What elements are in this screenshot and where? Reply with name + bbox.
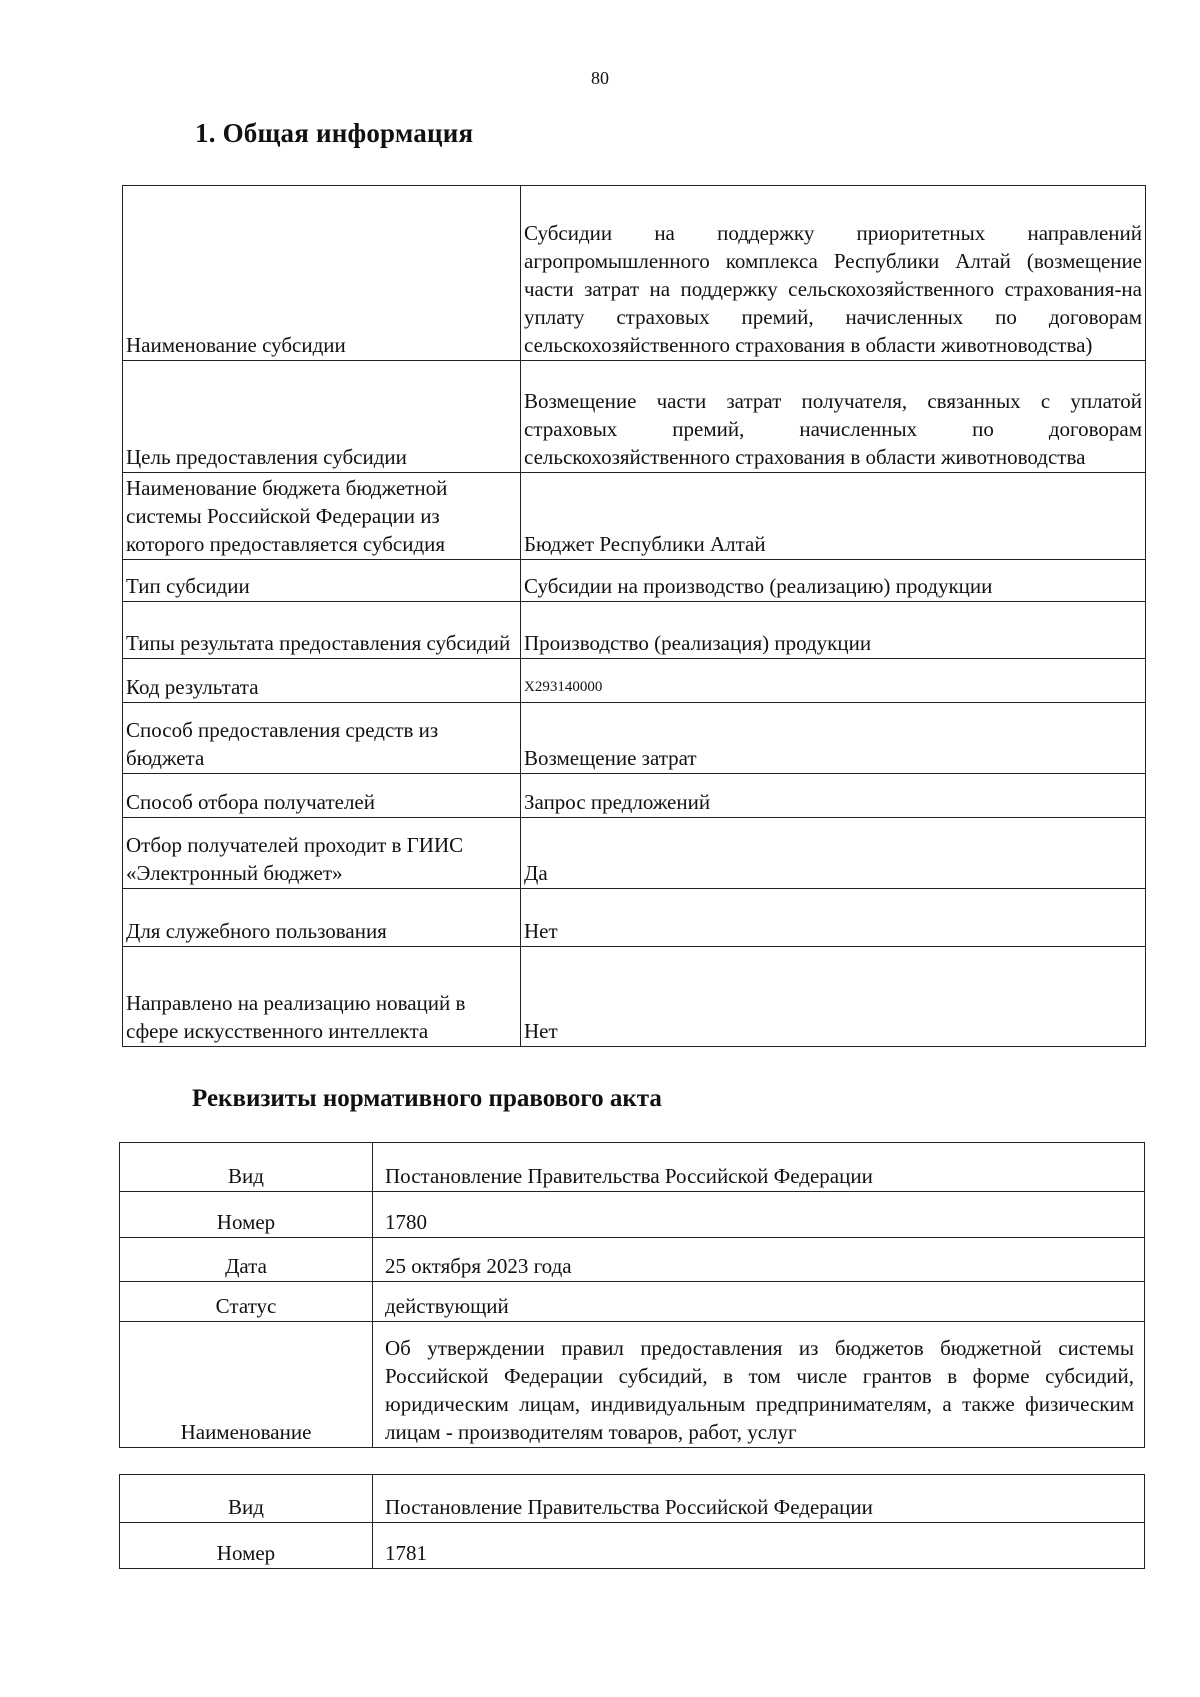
row-value: Х293140000 — [521, 659, 1146, 703]
table-row — [123, 947, 1146, 1047]
row-label: Направлено на реализацию новаций в сфере искусственного интеллекта — [123, 947, 521, 1047]
table-row — [123, 818, 1146, 889]
row-value: Субсидии на производство (реализацию) продукции — [521, 560, 1146, 602]
row-value: действующий — [373, 1282, 1145, 1322]
row-label: Номер — [120, 1192, 373, 1238]
row-value: Об утверждении правил предоставления из бюджетов бюджетной системы Российской Федерации субсидий, в том числе грантов в форме субсидий, юридическим лицам, индивидуальным предпринимателям, а также физическим лицам - производителям товаров, работ, услуг — [373, 1322, 1145, 1448]
row-label: Тип субсидии — [123, 560, 521, 602]
row-value: Субсидии на поддержку приоритетных направлений агропромышленного комплекса Республики Алтай (возмещение части затрат на поддержку сельскохозяйственного страхования-на уплату страховых премий, начисленных по договорам сельскохозяйственного страхования в области животноводства) — [521, 186, 1146, 361]
row-value: Да — [521, 818, 1146, 889]
row-label: Способ предоставления средств из бюджета — [123, 703, 521, 774]
table-row — [120, 1238, 1145, 1282]
table-row — [120, 1475, 1145, 1523]
row-value: 25 октября 2023 года — [373, 1238, 1145, 1282]
row-label: Наименование — [120, 1322, 373, 1448]
row-label: Дата — [120, 1238, 373, 1282]
row-label: Цель предоставления субсидии — [123, 361, 521, 473]
table-row — [123, 602, 1146, 659]
table-row — [123, 703, 1146, 774]
table-row — [123, 659, 1146, 703]
row-label: Типы результата предоставления субсидий — [123, 602, 521, 659]
row-label: Код результата — [123, 659, 521, 703]
row-value: Нет — [521, 947, 1146, 1047]
row-value: Производство (реализация) продукции — [521, 602, 1146, 659]
table-row — [120, 1143, 1145, 1192]
row-label: Номер — [120, 1523, 373, 1569]
row-value: Нет — [521, 889, 1146, 947]
row-label: Вид — [120, 1475, 373, 1523]
row-label: Отбор получателей проходит в ГИИС «Электронный бюджет» — [123, 818, 521, 889]
row-value: 1781 — [373, 1523, 1145, 1569]
table-row — [123, 473, 1146, 560]
general-info-table — [122, 185, 1146, 1047]
table-row — [120, 1192, 1145, 1238]
row-label: Наименование бюджета бюджетной системы Российской Федерации из которого предоставляется субсидия — [123, 473, 521, 560]
row-value: Постановление Правительства Российской Федерации — [373, 1475, 1145, 1523]
table-row — [120, 1322, 1145, 1448]
table-row — [123, 560, 1146, 602]
table-row — [120, 1282, 1145, 1322]
row-value: 1780 — [373, 1192, 1145, 1238]
table-row — [123, 361, 1146, 473]
row-label: Способ отбора получателей — [123, 774, 521, 818]
row-label: Статус — [120, 1282, 373, 1322]
row-label: Наименование субсидии — [123, 186, 521, 361]
row-value: Возмещение затрат — [521, 703, 1146, 774]
row-value: Запрос предложений — [521, 774, 1146, 818]
row-label: Вид — [120, 1143, 373, 1192]
legal-act-table — [119, 1474, 1145, 1569]
row-value: Возмещение части затрат получателя, связанных с уплатой страховых премий, начисленных по договорам сельскохозяйственного страхования в области животноводства — [521, 361, 1146, 473]
table-row — [120, 1523, 1145, 1569]
row-label: Для служебного пользования — [123, 889, 521, 947]
table-row — [123, 889, 1146, 947]
section-title: 1. Общая информация — [195, 118, 474, 148]
legal-act-table — [119, 1142, 1145, 1448]
acts-section-title: Реквизиты нормативного правового акта — [192, 1085, 662, 1112]
page-number: 80 — [591, 68, 609, 88]
table-row — [123, 774, 1146, 818]
row-value: Постановление Правительства Российской Федерации — [373, 1143, 1145, 1192]
row-value: Бюджет Республики Алтай — [521, 473, 1146, 560]
table-row — [123, 186, 1146, 361]
